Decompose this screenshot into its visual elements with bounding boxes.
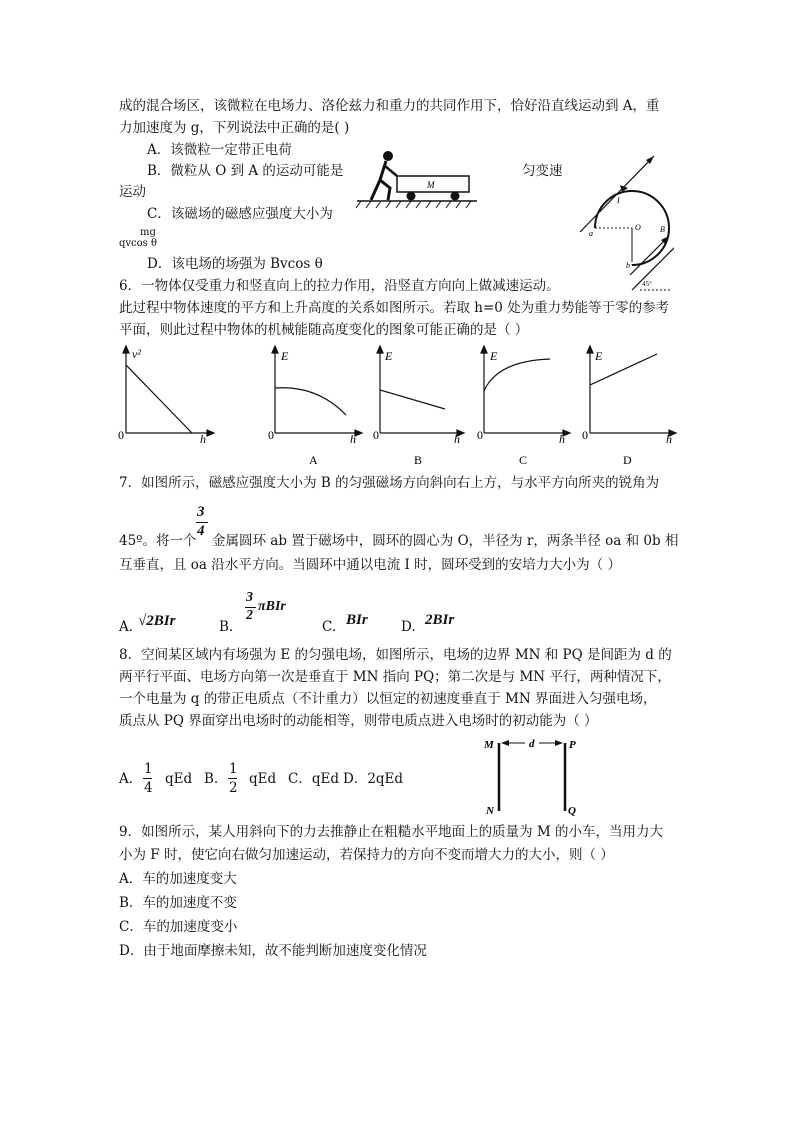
q5-option-a: A．该微粒一定带正电荷 (147, 142, 292, 158)
q7-option-d-label: D. (401, 619, 416, 635)
q9-option-b: B．车的加速度不变 (119, 895, 237, 911)
ring-label-o: O (635, 223, 641, 232)
q7-fraction-denominator: 4 (197, 523, 205, 539)
graphb-x-label: h (454, 432, 460, 446)
graphc-x-label: h (559, 432, 565, 446)
ring-label-angle: 45° (642, 280, 652, 288)
q7-line-1: 7．如图所示，磁感应强度大小为 B 的匀强磁场方向斜向右上方，与水平方向所夹的锐角为 (119, 475, 660, 491)
q7-line-3: 互垂直，且 oa 沿水平方向。当圆环中通以电流 I 时，圆环受到的安培力大小为（ ） (119, 557, 621, 573)
q5-option-b-end: 运动 (119, 184, 146, 200)
boundary-label-n: N (486, 805, 494, 817)
q8-option-a-label: A. (119, 771, 134, 787)
q8-option-b-numerator: 1 (229, 761, 238, 777)
q7-option-b-numerator: 3 (246, 590, 253, 605)
q8-line-1: 8．空间某区域内有场强为 E 的匀强电场，如图所示，电场的边界 MN 和 PQ 是间距为 d 的 (119, 647, 672, 663)
graphd-origin: 0 (582, 428, 588, 442)
grapha-caption: A (309, 453, 318, 467)
q8-option-b-label: B. (204, 771, 219, 787)
graph0-origin: 0 (118, 428, 124, 442)
ring-label-a: a (589, 229, 593, 238)
q9-line-1: 9．如图所示，某人用斜向下的力去推静止在粗糙水平地面上的质量为 M 的小车，当用力大 (119, 824, 663, 840)
q7-option-b-label: B. (219, 619, 234, 635)
q8-line-3: 一个电量为 q 的带正电质点（不计重力）以恒定的初速度垂直于 MN 界面进入匀强电场， (119, 691, 657, 707)
q6-graphs (112, 343, 682, 470)
ring-magnetic-field-figure (562, 150, 674, 292)
grapha-origin: 0 (268, 428, 274, 442)
q7-line-2a: 45º。将一个 (119, 533, 197, 549)
q5-option-c-numerator: mg (140, 227, 156, 238)
graph0-x-label: h (200, 432, 206, 446)
q7-option-a-label: A. (119, 619, 134, 635)
boundary-label-q: Q (568, 805, 576, 817)
q6-line-3: 平面，则此过程中物体的机械能随高度变化的图象可能正确的是（ ） (119, 322, 529, 338)
q6-line-2: 此过程中物体速度的平方和上升高度的关系如图所示。若取 h=0 处为重力势能等于零的参考 (119, 300, 670, 316)
q8-option-d: D．2qEd (343, 771, 404, 787)
ring-label-i: I (617, 196, 620, 205)
q9-option-d: D．由于地面摩擦未知，故不能判断加速度变化情况 (119, 943, 427, 959)
boundary-label-p: P (569, 739, 576, 751)
q7-line-2b: 金属圆环 ab 置于磁场中，圆环的圆心为 O，半径为 r，两条半径 oa 和 0b 相 (212, 533, 679, 549)
graphb-caption: B (414, 453, 423, 467)
cart-push-figure (355, 148, 480, 210)
field-boundary-figure (473, 735, 583, 817)
q7-option-d-value: 2BIr (425, 612, 455, 628)
q5-option-b: B．微粒从 O 到 A 的运动可能是 (147, 163, 344, 179)
q8-line-4: 质点从 PQ 界面穿出电场时的动能相等，则带电质点进入电场时的初动能为（ ） (119, 713, 598, 729)
q5-option-c-denominator: qvcos θ (119, 238, 158, 249)
q9-option-a: A．车的加速度变大 (119, 871, 237, 887)
q7-option-b-value: πBIr (258, 599, 286, 614)
q8-option-a-denominator: 4 (144, 780, 153, 796)
graphb-origin: 0 (373, 428, 379, 442)
graph0-y-label: v² (132, 347, 141, 361)
q8-option-b-tail: qEd (249, 771, 277, 787)
graphd-caption: D (623, 453, 632, 467)
q8-option-b-denominator: 2 (229, 780, 238, 796)
graphc-origin: 0 (477, 428, 483, 442)
q9-option-c: C．车的加速度变小 (119, 919, 238, 935)
graphc-caption: C (519, 453, 528, 467)
q7-fraction-numerator: 3 (197, 504, 205, 520)
cart-label: M (427, 180, 435, 190)
grapha-y-label: E (281, 349, 289, 363)
q5-option-c: C．该磁场的磁感应强度大小为 (147, 206, 333, 222)
q5-option-d: D．该电场的场强为 Bvcos θ (147, 256, 323, 272)
q7-option-a-value: √2BIr (138, 613, 176, 629)
q8-line-2: 两平行平面、电场方向第一次是垂直于 MN 指向 PQ；第二次是与 MN 平行，两种情况下， (119, 669, 671, 685)
q7-option-b-denominator: 2 (246, 608, 253, 623)
q8-option-c: C．qEd (288, 771, 339, 787)
ring-label-b-field: B (660, 225, 665, 234)
graphd-x-label: h (666, 432, 672, 446)
q9-line-2: 小为 F 时，使它向右做匀加速运动，若保持力的方向不变而增大力的大小，则（ ） (119, 847, 614, 863)
q8-option-a-numerator: 1 (144, 761, 153, 777)
q7-option-c-value: BIr (346, 612, 368, 628)
grapha-x-label: h (350, 432, 356, 446)
q5-option-b-cont: 匀变速 (522, 163, 563, 179)
q6-line-1: 6．一物体仅受重力和竖直向上的拉力作用，沿竖直方向向上做减速运动。 (119, 278, 560, 294)
boundary-label-d: d (529, 738, 535, 750)
graphb-y-label: E (385, 349, 393, 363)
ring-label-b: b (626, 261, 630, 270)
boundary-label-m: M (484, 739, 494, 751)
graphc-y-label: E (490, 349, 498, 363)
q5-line-1: 成的混合场区，该微粒在电场力、洛伦兹力和重力的共同作用下，恰好沿直线运动到 A，重 (119, 98, 660, 114)
q8-option-a-tail: qEd (165, 771, 193, 787)
q7-option-c-label: C. (322, 619, 337, 635)
q5-line-2: 力加速度为 g，下列说法中正确的是( ) (119, 120, 350, 136)
graphd-y-label: E (595, 349, 603, 363)
